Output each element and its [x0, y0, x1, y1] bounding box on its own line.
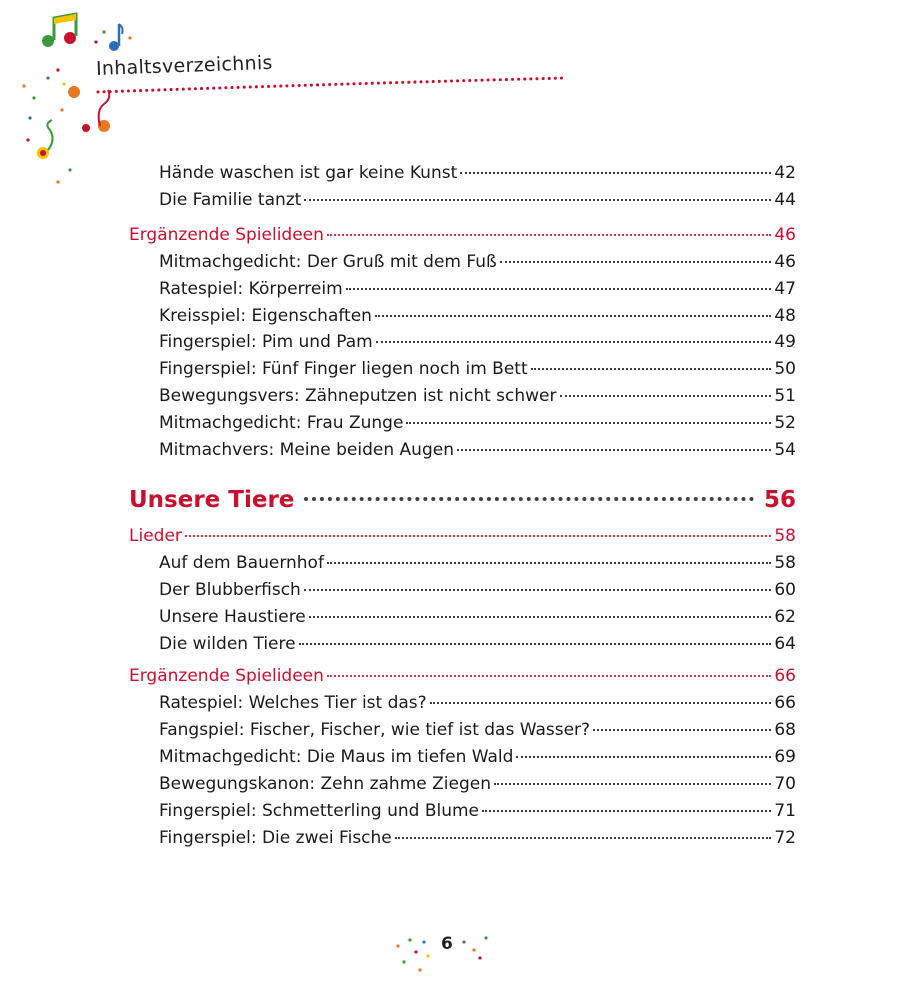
toc-entry[interactable]	[159, 800, 796, 822]
toc-entry-label: Unsere Tiere	[129, 487, 295, 513]
toc-entry-label: Bewegungskanon: Zehn zahme Ziegen	[159, 774, 491, 794]
toc-entry-label: Fangspiel: Fischer, Fischer, wie tief ist das Wasser?	[159, 720, 591, 740]
toc-page-number: 70	[774, 774, 796, 794]
toc-page-number: 56	[763, 487, 796, 513]
toc-entry[interactable]	[159, 189, 796, 211]
toc-entry-label: Mitmachgedicht: Der Gruß mit dem Fuß	[159, 252, 497, 272]
toc-subsection[interactable]	[129, 665, 796, 687]
toc-entry-label: Kreisspiel: Eigenschaften	[159, 306, 372, 326]
toc-dot-leader	[430, 702, 772, 704]
toc-dot-leader	[531, 368, 772, 370]
toc-dot-leader	[593, 729, 771, 731]
toc-entry[interactable]	[159, 251, 796, 273]
toc-page-number: 52	[774, 413, 796, 433]
toc-subsection[interactable]	[129, 224, 796, 246]
toc-entry[interactable]	[159, 633, 796, 655]
toc-entry-label: Fingerspiel: Fünf Finger liegen noch im Bett	[159, 359, 528, 379]
toc-subsection[interactable]	[129, 525, 796, 547]
toc-entry[interactable]	[159, 278, 796, 300]
toc-entry[interactable]	[159, 692, 796, 714]
toc-page-number: 66	[774, 666, 796, 686]
toc-page-number: 62	[774, 607, 796, 627]
toc-entry[interactable]	[159, 439, 796, 461]
toc-dot-leader	[304, 199, 771, 201]
toc-entry-label: Ergänzende Spielideen	[129, 225, 324, 245]
toc-dot-leader	[375, 315, 771, 317]
toc-entry-label: Fingerspiel: Schmetterling und Blume	[159, 801, 480, 821]
toc-page-number: 48	[774, 306, 796, 326]
toc-entry[interactable]	[159, 331, 796, 353]
page-number: 6	[441, 934, 453, 954]
toc-dot-leader	[516, 756, 771, 758]
toc-dot-leader	[346, 288, 772, 290]
toc-page-number: 71	[774, 801, 796, 821]
toc-chapter[interactable]	[129, 486, 796, 514]
toc-dot-leader	[304, 497, 754, 501]
toc-dot-leader	[395, 837, 772, 839]
toc-entry[interactable]	[159, 606, 796, 628]
toc-entry[interactable]	[159, 746, 796, 768]
toc-page-number: 50	[774, 359, 796, 379]
toc-page-number: 47	[774, 279, 796, 299]
toc-dot-leader	[406, 422, 771, 424]
toc-dot-leader	[494, 783, 771, 785]
toc-page-number: 42	[774, 163, 796, 183]
toc-dot-leader	[299, 643, 772, 645]
toc-entry[interactable]	[159, 719, 796, 741]
toc-page-number: 58	[774, 526, 796, 546]
toc-entry[interactable]	[159, 305, 796, 327]
toc-page-number: 72	[774, 828, 796, 848]
toc-page-number: 64	[774, 634, 796, 654]
toc-entry-label: Die Familie tanzt	[159, 190, 302, 210]
toc-dot-leader	[185, 535, 771, 537]
toc-dot-leader	[327, 562, 771, 564]
toc-dot-leader	[309, 616, 772, 618]
toc-entry[interactable]	[159, 358, 796, 380]
toc-entry-label: Bewegungsvers: Zähneputzen ist nicht schwer	[159, 386, 557, 406]
toc-page-number: 51	[774, 386, 796, 406]
toc-dot-leader	[482, 810, 771, 812]
toc-dot-leader	[500, 261, 772, 263]
toc-entry-label: Der Blubberfisch	[159, 580, 301, 600]
toc-entry[interactable]	[159, 827, 796, 849]
toc-entry-label: Hände waschen ist gar keine Kunst	[159, 163, 458, 183]
toc-entry-label: Ergänzende Spielideen	[129, 666, 324, 686]
toc-page-number: 46	[774, 225, 796, 245]
toc-entry[interactable]	[159, 579, 796, 601]
toc-entry-label: Ratespiel: Körperreim	[159, 279, 343, 299]
toc-entry[interactable]	[159, 552, 796, 574]
toc-page-number: 44	[774, 190, 796, 210]
toc-entry-label: Mitmachgedicht: Frau Zunge	[159, 413, 404, 433]
toc-page-number: 66	[774, 693, 796, 713]
toc-dot-leader	[376, 341, 772, 343]
toc-page-number: 49	[774, 332, 796, 352]
toc-dot-leader	[304, 589, 772, 591]
toc-page-number: 54	[774, 440, 796, 460]
toc-page-number: 69	[774, 747, 796, 767]
toc-dot-leader	[457, 449, 771, 451]
toc-entry[interactable]	[159, 385, 796, 407]
toc-entry-label: Ratespiel: Welches Tier ist das?	[159, 693, 427, 713]
toc-entry[interactable]	[159, 162, 796, 184]
toc-entry-label: Lieder	[129, 526, 182, 546]
toc-entry-label: Auf dem Bauernhof	[159, 553, 324, 573]
toc-entry[interactable]	[159, 412, 796, 434]
toc-page-number: 58	[774, 553, 796, 573]
toc-dot-leader	[327, 675, 771, 677]
toc-entry[interactable]	[159, 773, 796, 795]
toc-page-number: 46	[774, 252, 796, 272]
toc-page-number: 60	[774, 580, 796, 600]
toc-entry-label: Fingerspiel: Pim und Pam	[159, 332, 373, 352]
toc-entry-label: Mitmachgedicht: Die Maus im tiefen Wald	[159, 747, 514, 767]
toc-entry-label: Mitmachvers: Meine beiden Augen	[159, 440, 454, 460]
toc-dot-leader	[327, 234, 771, 236]
toc-page-number: 68	[774, 720, 796, 740]
toc-entry-label: Fingerspiel: Die zwei Fische	[159, 828, 392, 848]
toc-dot-leader	[560, 395, 772, 397]
toc-entry-label: Die wilden Tiere	[159, 634, 296, 654]
page-title: Inhaltsverzeichnis	[95, 51, 274, 80]
toc-dot-leader	[460, 172, 771, 174]
toc-entry-label: Unsere Haustiere	[159, 607, 306, 627]
